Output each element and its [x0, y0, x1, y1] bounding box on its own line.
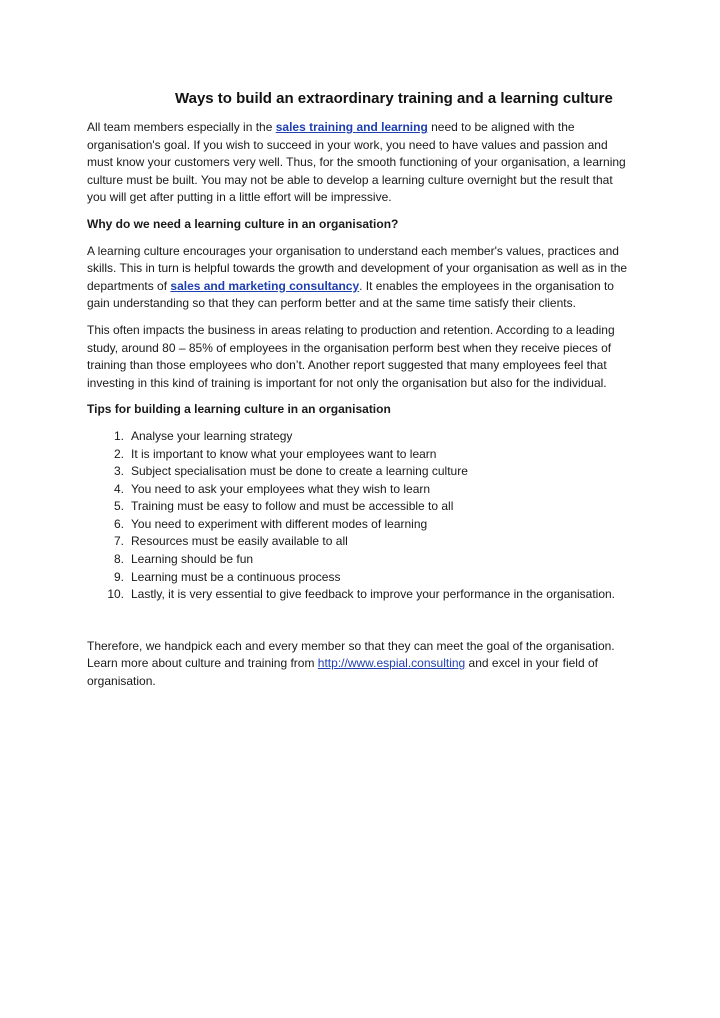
list-text: You need to experiment with different modes of learning — [131, 516, 428, 531]
list-item — [87, 463, 635, 481]
why-heading: Why do we need a learning culture in an organisation? — [87, 216, 399, 231]
list-number: 4. — [113, 481, 124, 496]
list-item — [87, 481, 635, 499]
why-text-end: . It enables the employees in the organisation to gain understanding so that they can perform better and at the same time satisfy their clients. — [87, 278, 614, 311]
list-item — [87, 446, 635, 464]
tips-list — [87, 428, 635, 604]
list-number: 2. — [113, 446, 124, 461]
conclusion-paragraph — [87, 638, 635, 691]
why-text-start: A learning culture encourages your organisation to understand each member's values, practices and skills. This in turn is helpful towards the growth and development of your organisation as well as in the departments of — [87, 243, 628, 293]
list-item — [87, 498, 635, 516]
list-text: Training must be easy to follow and must be accessible to all — [131, 499, 454, 514]
section-spacer — [87, 604, 635, 638]
list-text: Resources must be easily available to all — [131, 534, 348, 549]
conclusion-text-start: Therefore, we handpick each and every member so that they can meet the goal of the organisation. Learn more about culture and training from — [87, 638, 615, 671]
list-text: Lastly, it is very essential to give feedback to improve your performance in the organisation. — [131, 587, 616, 602]
list-number: 8. — [113, 552, 124, 567]
tips-heading: Tips for building a learning culture in an organisation — [87, 402, 391, 417]
list-number: 5. — [113, 499, 124, 514]
list-number: 1. — [113, 428, 124, 443]
sales-training-link[interactable]: sales training and learning — [275, 120, 428, 134]
list-item — [87, 516, 635, 534]
list-text: Learning must be a continuous process — [131, 569, 341, 584]
impact-paragraph: This often impacts the business in areas relating to production and retention. According to a leading study, around 80 – 85% of employees in the organisation perform best when they receive pieces of training than those employees who don’t. Another report suggested that many employees feel that investing in this kind of training is important for not only the organisation but also for the individual. — [87, 322, 615, 390]
list-item — [87, 428, 635, 446]
list-text: It is important to know what your employees want to learn — [131, 446, 437, 461]
list-number: 3. — [113, 464, 124, 479]
list-item — [87, 533, 635, 551]
document-content — [87, 90, 635, 700]
list-item — [87, 586, 635, 604]
list-text: Subject specialisation must be done to create a learning culture — [131, 464, 468, 479]
why-paragraph — [87, 243, 635, 313]
intro-text-end: need to be aligned with the organisation's goal. If you wish to succeed in your work, you need to have values and passion and must know your customers very well. Thus, for the smooth functioning of your organisation, a learning culture must be built. You may not be able to develop a learning culture overnight but the result that you will get after putting in a little effort will be impressive. — [87, 120, 626, 205]
sales-marketing-consultancy-link[interactable]: sales and marketing consultancy — [170, 278, 360, 293]
list-text: Learning should be fun — [131, 552, 254, 567]
list-number: 10. — [107, 587, 124, 602]
list-text: You need to ask your employees what they wish to learn — [131, 481, 431, 496]
list-number: 6. — [113, 516, 124, 531]
document-title: Ways to build an extraordinary training and a learning culture — [175, 90, 613, 107]
conclusion-text-end: and excel in your field of organisation. — [87, 656, 598, 689]
list-number: 9. — [113, 569, 124, 584]
espial-consulting-link[interactable]: http://www.espial.consulting — [317, 656, 466, 671]
list-number: 7. — [113, 534, 124, 549]
list-item — [87, 551, 635, 569]
list-text: Analyse your learning strategy — [131, 428, 293, 443]
intro-paragraph — [87, 119, 635, 207]
list-item — [87, 569, 635, 587]
intro-text-start: All team members especially in the — [87, 120, 276, 134]
